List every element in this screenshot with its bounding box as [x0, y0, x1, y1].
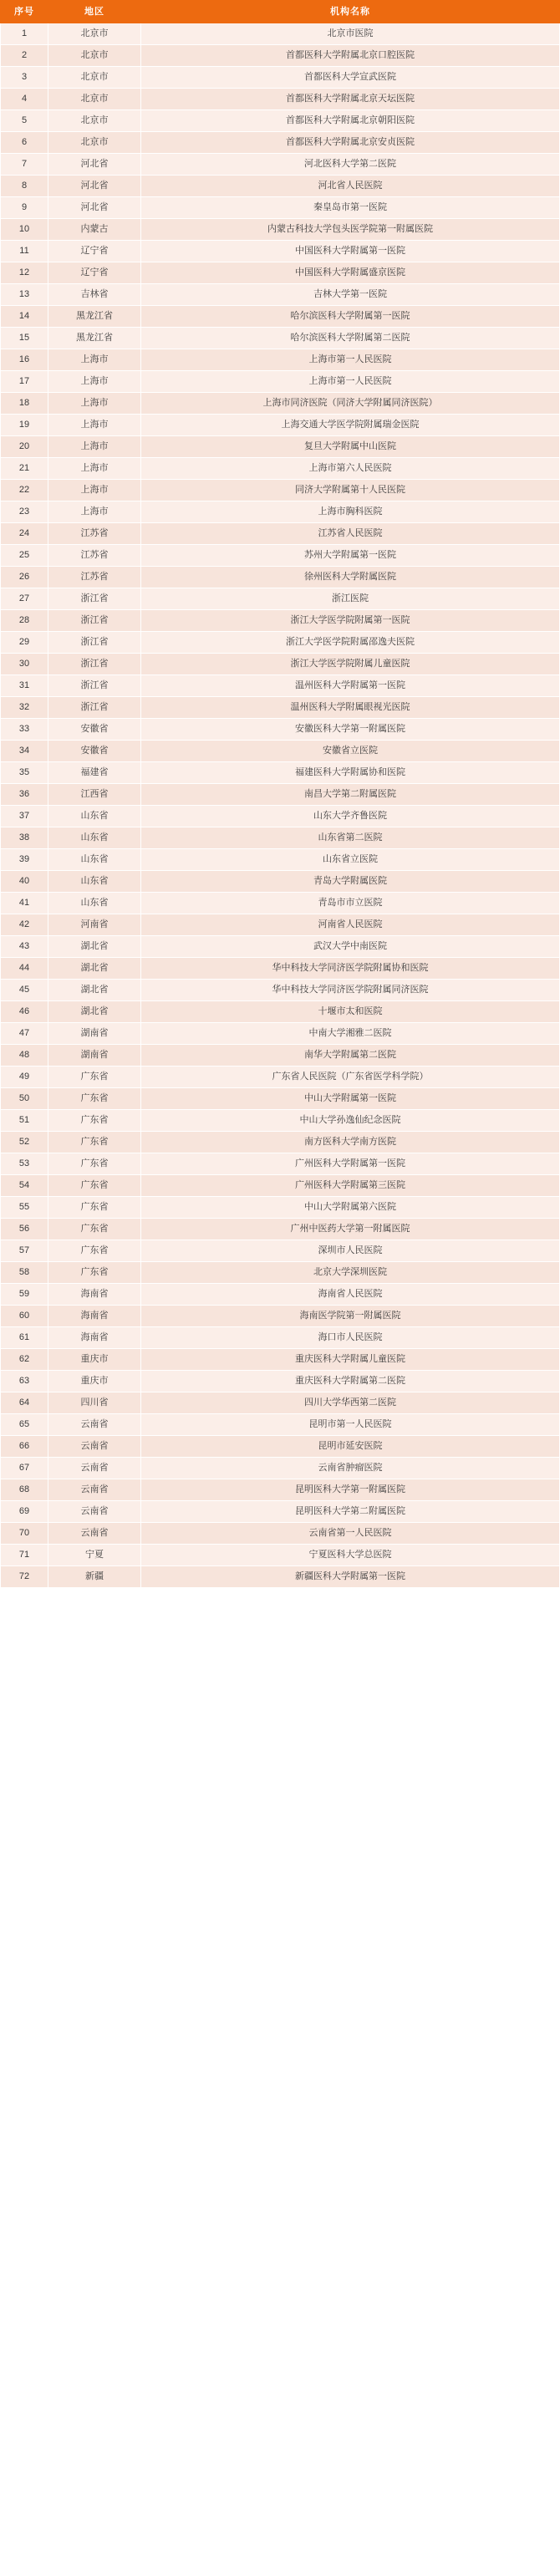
cell-index: 63: [1, 1371, 48, 1392]
table-row: [1, 306, 560, 328]
cell-index: 33: [1, 719, 48, 741]
cell-region: 山东省: [48, 893, 141, 914]
cell-institution-name: 上海市第一人民医院: [141, 349, 560, 371]
cell-institution-name: 昆明市第一人民医院: [141, 1414, 560, 1436]
cell-region: 广东省: [48, 1240, 141, 1262]
cell-region: 黑龙江省: [48, 328, 141, 349]
cell-institution-name: 云南省肿瘤医院: [141, 1458, 560, 1479]
table-row: [1, 1153, 560, 1175]
cell-index: 14: [1, 306, 48, 328]
cell-index: 46: [1, 1001, 48, 1023]
cell-index: 5: [1, 110, 48, 132]
cell-institution-name: 首都医科大学宣武医院: [141, 67, 560, 89]
cell-index: 38: [1, 827, 48, 849]
cell-region: 河北省: [48, 176, 141, 197]
cell-index: 3: [1, 67, 48, 89]
cell-region: 北京市: [48, 110, 141, 132]
table-row: [1, 1023, 560, 1045]
cell-region: 北京市: [48, 23, 141, 45]
table-row: [1, 1132, 560, 1153]
table-row: [1, 741, 560, 762]
cell-institution-name: 昆明市延安医院: [141, 1436, 560, 1458]
table-row: [1, 719, 560, 741]
cell-index: 32: [1, 697, 48, 719]
cell-institution-name: 新疆医科大学附属第一医院: [141, 1566, 560, 1588]
table-row: [1, 893, 560, 914]
table-row: [1, 1284, 560, 1306]
cell-index: 55: [1, 1197, 48, 1219]
cell-institution-name: 温州医科大学附属第一医院: [141, 675, 560, 697]
cell-region: 河南省: [48, 914, 141, 936]
cell-index: 58: [1, 1262, 48, 1284]
cell-region: 重庆市: [48, 1371, 141, 1392]
cell-institution-name: 哈尔滨医科大学附属第一医院: [141, 306, 560, 328]
cell-institution-name: 山东大学齐鲁医院: [141, 806, 560, 827]
cell-region: 吉林省: [48, 284, 141, 306]
cell-institution-name: 中南大学湘雅二医院: [141, 1023, 560, 1045]
cell-region: 北京市: [48, 132, 141, 154]
cell-index: 53: [1, 1153, 48, 1175]
cell-region: 广东省: [48, 1219, 141, 1240]
cell-institution-name: 秦皇岛市第一医院: [141, 197, 560, 219]
cell-region: 上海市: [48, 501, 141, 523]
cell-institution-name: 中山大学附属第一医院: [141, 1088, 560, 1110]
cell-institution-name: 吉林大学第一医院: [141, 284, 560, 306]
cell-index: 30: [1, 654, 48, 675]
cell-index: 24: [1, 523, 48, 545]
cell-institution-name: 同济大学附属第十人民医院: [141, 480, 560, 501]
cell-region: 广东省: [48, 1110, 141, 1132]
cell-institution-name: 广州医科大学附属第三医院: [141, 1175, 560, 1197]
table-row: [1, 132, 560, 154]
cell-region: 湖北省: [48, 1001, 141, 1023]
cell-institution-name: 宁夏医科大学总医院: [141, 1545, 560, 1566]
cell-institution-name: 海南省人民医院: [141, 1284, 560, 1306]
table-row: [1, 1414, 560, 1436]
cell-region: 山东省: [48, 827, 141, 849]
cell-index: 36: [1, 784, 48, 806]
cell-index: 54: [1, 1175, 48, 1197]
table-row: [1, 1045, 560, 1067]
cell-region: 黑龙江省: [48, 306, 141, 328]
table-row: [1, 1327, 560, 1349]
cell-institution-name: 首都医科大学附属北京朝阳医院: [141, 110, 560, 132]
table-row: [1, 197, 560, 219]
table-row: [1, 45, 560, 67]
cell-institution-name: 广州中医药大学第一附属医院: [141, 1219, 560, 1240]
cell-region: 云南省: [48, 1436, 141, 1458]
table-row: [1, 980, 560, 1001]
table-row: [1, 958, 560, 980]
table-row: [1, 827, 560, 849]
table-row: [1, 241, 560, 262]
cell-institution-name: 中山大学孙逸仙纪念医院: [141, 1110, 560, 1132]
cell-institution-name: 南方医科大学南方医院: [141, 1132, 560, 1153]
cell-institution-name: 哈尔滨医科大学附属第二医院: [141, 328, 560, 349]
cell-region: 浙江省: [48, 675, 141, 697]
cell-institution-name: 昆明医科大学第一附属医院: [141, 1479, 560, 1501]
table-row: [1, 762, 560, 784]
cell-region: 海南省: [48, 1306, 141, 1327]
cell-index: 19: [1, 415, 48, 436]
cell-index: 59: [1, 1284, 48, 1306]
cell-index: 37: [1, 806, 48, 827]
cell-region: 湖北省: [48, 936, 141, 958]
cell-index: 10: [1, 219, 48, 241]
cell-region: 福建省: [48, 762, 141, 784]
cell-index: 60: [1, 1306, 48, 1327]
cell-region: 四川省: [48, 1392, 141, 1414]
table-row: [1, 415, 560, 436]
cell-region: 北京市: [48, 45, 141, 67]
cell-index: 34: [1, 741, 48, 762]
cell-region: 浙江省: [48, 632, 141, 654]
cell-region: 河北省: [48, 197, 141, 219]
cell-institution-name: 重庆医科大学附属第二医院: [141, 1371, 560, 1392]
cell-index: 22: [1, 480, 48, 501]
cell-index: 57: [1, 1240, 48, 1262]
cell-institution-name: 内蒙古科技大学包头医学院第一附属医院: [141, 219, 560, 241]
table-row: [1, 784, 560, 806]
column-header-institution: 机构名称: [141, 1, 560, 23]
table-header-row: [1, 1, 560, 23]
cell-index: 68: [1, 1479, 48, 1501]
cell-index: 49: [1, 1067, 48, 1088]
cell-region: 云南省: [48, 1479, 141, 1501]
cell-institution-name: 上海市同济医院（同济大学附属同济医院）: [141, 393, 560, 415]
table-row: [1, 871, 560, 893]
cell-index: 26: [1, 567, 48, 588]
cell-region: 广东省: [48, 1067, 141, 1088]
cell-institution-name: 河北医科大学第二医院: [141, 154, 560, 176]
cell-region: 安徽省: [48, 741, 141, 762]
table-row: [1, 1001, 560, 1023]
cell-institution-name: 苏州大学附属第一医院: [141, 545, 560, 567]
table-row: [1, 654, 560, 675]
cell-institution-name: 青岛大学附属医院: [141, 871, 560, 893]
table-header: [1, 1, 560, 23]
cell-index: 27: [1, 588, 48, 610]
table-row: [1, 610, 560, 632]
cell-region: 上海市: [48, 436, 141, 458]
cell-index: 70: [1, 1523, 48, 1545]
cell-region: 上海市: [48, 480, 141, 501]
column-header-index: 序号: [1, 1, 48, 23]
table-row: [1, 1566, 560, 1588]
cell-institution-name: 十堰市太和医院: [141, 1001, 560, 1023]
table-row: [1, 1219, 560, 1240]
cell-region: 湖北省: [48, 958, 141, 980]
cell-institution-name: 南华大学附属第二医院: [141, 1045, 560, 1067]
cell-region: 上海市: [48, 393, 141, 415]
cell-institution-name: 首都医科大学附属北京安贞医院: [141, 132, 560, 154]
cell-institution-name: 四川大学华西第二医院: [141, 1392, 560, 1414]
table-row: [1, 436, 560, 458]
cell-institution-name: 温州医科大学附属眼视光医院: [141, 697, 560, 719]
cell-region: 江苏省: [48, 567, 141, 588]
cell-institution-name: 福建医科大学附属协和医院: [141, 762, 560, 784]
table-row: [1, 89, 560, 110]
cell-institution-name: 武汉大学中南医院: [141, 936, 560, 958]
cell-index: 9: [1, 197, 48, 219]
table-row: [1, 480, 560, 501]
cell-index: 15: [1, 328, 48, 349]
cell-index: 21: [1, 458, 48, 480]
cell-region: 浙江省: [48, 588, 141, 610]
cell-index: 40: [1, 871, 48, 893]
table-row: [1, 1371, 560, 1392]
cell-index: 4: [1, 89, 48, 110]
table-row: [1, 1110, 560, 1132]
table-row: [1, 1436, 560, 1458]
cell-institution-name: 首都医科大学附属北京口腔医院: [141, 45, 560, 67]
table-row: [1, 371, 560, 393]
table-row: [1, 914, 560, 936]
cell-institution-name: 云南省第一人民医院: [141, 1523, 560, 1545]
cell-region: 重庆市: [48, 1349, 141, 1371]
table-row: [1, 1088, 560, 1110]
cell-index: 41: [1, 893, 48, 914]
cell-region: 山东省: [48, 849, 141, 871]
table-row: [1, 1240, 560, 1262]
cell-region: 海南省: [48, 1284, 141, 1306]
table-row: [1, 67, 560, 89]
cell-institution-name: 首都医科大学附属北京天坛医院: [141, 89, 560, 110]
cell-index: 29: [1, 632, 48, 654]
cell-index: 67: [1, 1458, 48, 1479]
cell-index: 23: [1, 501, 48, 523]
cell-region: 上海市: [48, 371, 141, 393]
cell-index: 8: [1, 176, 48, 197]
table-row: [1, 523, 560, 545]
cell-region: 山东省: [48, 871, 141, 893]
cell-institution-name: 江苏省人民医院: [141, 523, 560, 545]
cell-institution-name: 深圳市人民医院: [141, 1240, 560, 1262]
cell-institution-name: 中山大学附属第六医院: [141, 1197, 560, 1219]
cell-region: 江西省: [48, 784, 141, 806]
table-row: [1, 1197, 560, 1219]
cell-region: 云南省: [48, 1458, 141, 1479]
table-row: [1, 349, 560, 371]
cell-region: 上海市: [48, 458, 141, 480]
cell-institution-name: 重庆医科大学附属儿童医院: [141, 1349, 560, 1371]
cell-institution-name: 北京大学深圳医院: [141, 1262, 560, 1284]
table-row: [1, 1349, 560, 1371]
cell-index: 61: [1, 1327, 48, 1349]
table-row: [1, 1479, 560, 1501]
cell-region: 北京市: [48, 67, 141, 89]
cell-institution-name: 山东省第二医院: [141, 827, 560, 849]
cell-region: 广东省: [48, 1132, 141, 1153]
cell-region: 内蒙古: [48, 219, 141, 241]
cell-region: 湖北省: [48, 980, 141, 1001]
cell-index: 11: [1, 241, 48, 262]
table-row: [1, 675, 560, 697]
cell-institution-name: 北京市医院: [141, 23, 560, 45]
table-row: [1, 393, 560, 415]
cell-region: 广东省: [48, 1175, 141, 1197]
table-row: [1, 262, 560, 284]
table-row: [1, 1545, 560, 1566]
table-row: [1, 458, 560, 480]
cell-index: 6: [1, 132, 48, 154]
cell-index: 35: [1, 762, 48, 784]
cell-index: 20: [1, 436, 48, 458]
cell-index: 25: [1, 545, 48, 567]
cell-index: 66: [1, 1436, 48, 1458]
cell-institution-name: 华中科技大学同济医学院附属同济医院: [141, 980, 560, 1001]
cell-institution-name: 徐州医科大学附属医院: [141, 567, 560, 588]
table-row: [1, 110, 560, 132]
table-row: [1, 1067, 560, 1088]
cell-index: 71: [1, 1545, 48, 1566]
cell-institution-name: 华中科技大学同济医学院附属协和医院: [141, 958, 560, 980]
cell-institution-name: 浙江医院: [141, 588, 560, 610]
cell-region: 新疆: [48, 1566, 141, 1588]
cell-region: 湖南省: [48, 1023, 141, 1045]
cell-institution-name: 昆明医科大学第二附属医院: [141, 1501, 560, 1523]
cell-index: 47: [1, 1023, 48, 1045]
table-row: [1, 1306, 560, 1327]
table-row: [1, 632, 560, 654]
cell-institution-name: 中国医科大学附属盛京医院: [141, 262, 560, 284]
cell-index: 52: [1, 1132, 48, 1153]
cell-institution-name: 河南省人民医院: [141, 914, 560, 936]
table-row: [1, 697, 560, 719]
cell-region: 广东省: [48, 1197, 141, 1219]
cell-institution-name: 海南医学院第一附属医院: [141, 1306, 560, 1327]
table-row: [1, 1392, 560, 1414]
cell-institution-name: 河北省人民医院: [141, 176, 560, 197]
cell-region: 云南省: [48, 1414, 141, 1436]
cell-index: 69: [1, 1501, 48, 1523]
table-row: [1, 23, 560, 45]
cell-institution-name: 安徽省立医院: [141, 741, 560, 762]
cell-institution-name: 上海市胸科医院: [141, 501, 560, 523]
table-row: [1, 1523, 560, 1545]
cell-region: 海南省: [48, 1327, 141, 1349]
cell-region: 浙江省: [48, 654, 141, 675]
cell-region: 辽宁省: [48, 262, 141, 284]
column-header-region: 地区: [48, 1, 141, 23]
cell-index: 50: [1, 1088, 48, 1110]
cell-index: 18: [1, 393, 48, 415]
cell-institution-name: 广州医科大学附属第一医院: [141, 1153, 560, 1175]
cell-institution-name: 上海市第六人民医院: [141, 458, 560, 480]
cell-index: 16: [1, 349, 48, 371]
cell-institution-name: 广东省人民医院（广东省医学科学院）: [141, 1067, 560, 1088]
cell-region: 江苏省: [48, 523, 141, 545]
cell-institution-name: 上海交通大学医学院附属瑞金医院: [141, 415, 560, 436]
cell-region: 上海市: [48, 349, 141, 371]
cell-institution-name: 山东省立医院: [141, 849, 560, 871]
cell-region: 北京市: [48, 89, 141, 110]
cell-region: 宁夏: [48, 1545, 141, 1566]
table-row: [1, 219, 560, 241]
cell-region: 广东省: [48, 1088, 141, 1110]
cell-region: 浙江省: [48, 697, 141, 719]
table-row: [1, 501, 560, 523]
table-row: [1, 284, 560, 306]
table-row: [1, 154, 560, 176]
cell-institution-name: 青岛市市立医院: [141, 893, 560, 914]
cell-index: 65: [1, 1414, 48, 1436]
cell-index: 13: [1, 284, 48, 306]
table-row: [1, 936, 560, 958]
cell-institution-name: 南昌大学第二附属医院: [141, 784, 560, 806]
cell-institution-name: 安徽医科大学第一附属医院: [141, 719, 560, 741]
cell-index: 17: [1, 371, 48, 393]
table-row: [1, 588, 560, 610]
cell-region: 云南省: [48, 1523, 141, 1545]
cell-index: 28: [1, 610, 48, 632]
cell-institution-name: 浙江大学医学院附属邵逸夫医院: [141, 632, 560, 654]
cell-institution-name: 浙江大学医学院附属第一医院: [141, 610, 560, 632]
table-body: [1, 23, 560, 1588]
cell-institution-name: 中国医科大学附属第一医院: [141, 241, 560, 262]
cell-index: 1: [1, 23, 48, 45]
cell-region: 江苏省: [48, 545, 141, 567]
table-row: [1, 1262, 560, 1284]
cell-index: 12: [1, 262, 48, 284]
cell-index: 42: [1, 914, 48, 936]
cell-index: 7: [1, 154, 48, 176]
cell-index: 56: [1, 1219, 48, 1240]
table-row: [1, 328, 560, 349]
cell-institution-name: 海口市人民医院: [141, 1327, 560, 1349]
cell-institution-name: 浙江大学医学院附属儿童医院: [141, 654, 560, 675]
table-row: [1, 806, 560, 827]
cell-region: 安徽省: [48, 719, 141, 741]
table-row: [1, 849, 560, 871]
cell-region: 浙江省: [48, 610, 141, 632]
cell-index: 72: [1, 1566, 48, 1588]
cell-index: 44: [1, 958, 48, 980]
table-row: [1, 176, 560, 197]
cell-index: 45: [1, 980, 48, 1001]
cell-region: 广东省: [48, 1262, 141, 1284]
cell-region: 山东省: [48, 806, 141, 827]
cell-region: 辽宁省: [48, 241, 141, 262]
cell-region: 河北省: [48, 154, 141, 176]
cell-index: 31: [1, 675, 48, 697]
table-row: [1, 545, 560, 567]
table-row: [1, 1458, 560, 1479]
cell-index: 62: [1, 1349, 48, 1371]
cell-index: 48: [1, 1045, 48, 1067]
table-row: [1, 1501, 560, 1523]
cell-index: 64: [1, 1392, 48, 1414]
table-row: [1, 1175, 560, 1197]
cell-institution-name: 复旦大学附属中山医院: [141, 436, 560, 458]
cell-region: 上海市: [48, 415, 141, 436]
cell-index: 51: [1, 1110, 48, 1132]
cell-institution-name: 上海市第一人民医院: [141, 371, 560, 393]
cell-index: 39: [1, 849, 48, 871]
cell-region: 湖南省: [48, 1045, 141, 1067]
cell-index: 43: [1, 936, 48, 958]
table-row: [1, 567, 560, 588]
cell-region: 云南省: [48, 1501, 141, 1523]
cell-region: 广东省: [48, 1153, 141, 1175]
cell-index: 2: [1, 45, 48, 67]
